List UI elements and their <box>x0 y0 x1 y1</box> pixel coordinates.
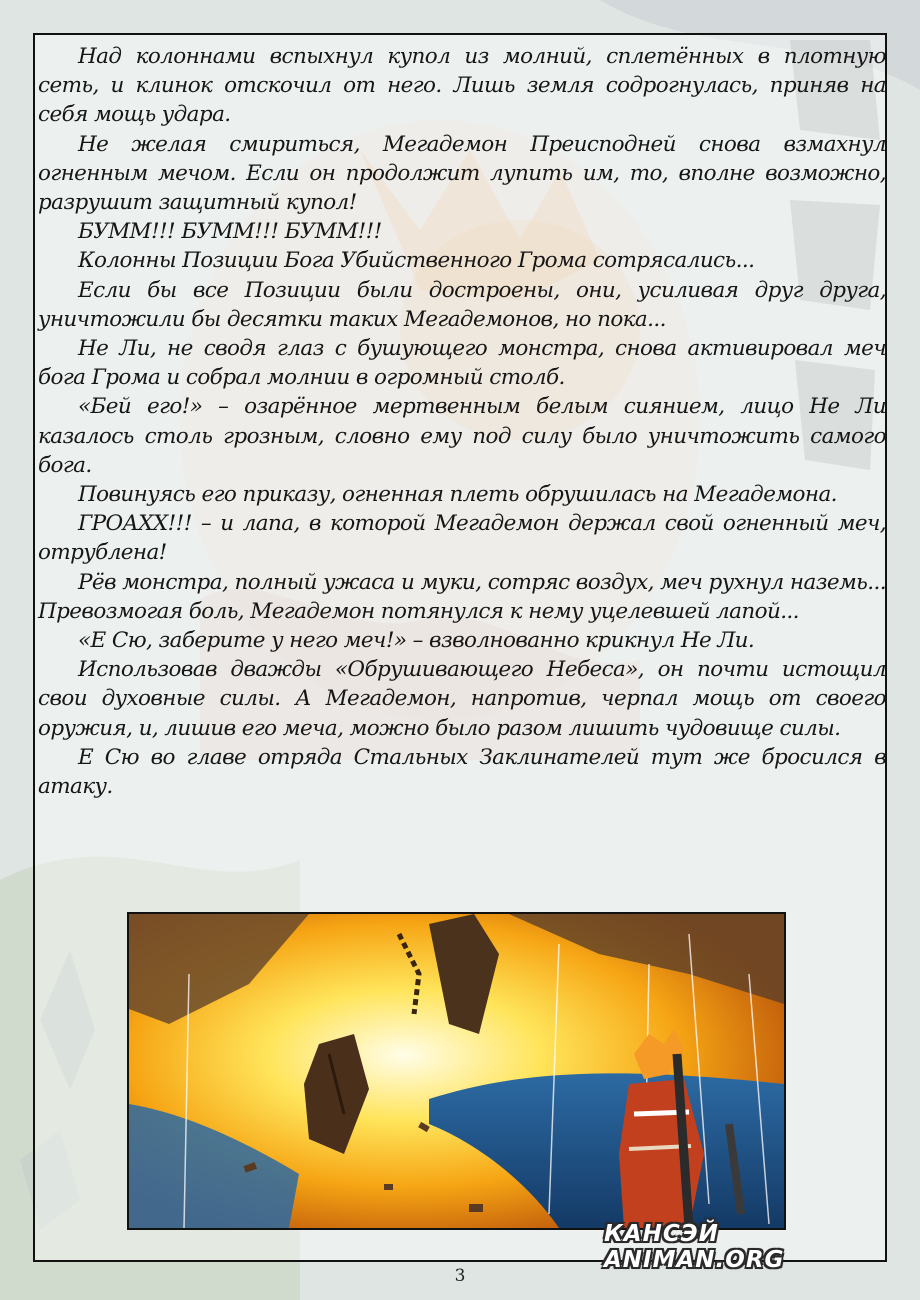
page-number: 3 <box>454 1266 466 1286</box>
paragraph: Е Сю во главе отряда Стальных Заклинателей тут же бросился в атаку. <box>38 744 886 800</box>
paragraph: Рёв монстра, полный ужаса и муки, сотряс воздух, меч рухнул наземь... Превозмогая боль, Мегадемон потянулся к нему уцелевшей лапой... <box>38 569 886 624</box>
paragraph: ГРОАХХ!!! – и лапа, в которой Мегадемон держал свой огненный меч, отрублена! <box>38 511 886 566</box>
paragraph: Использовав дважды «Обрушивающего Небеса», он почти истощил свои духовные силы. А Мегадемон, напротив, черпал мощь от своего оружия, и, лишив его меча, можно было разом лишить чудовище силы. <box>38 657 886 741</box>
paragraph: БУММ!!! БУММ!!! БУММ!!! <box>78 219 382 245</box>
credit-label: КАНСЭЙ ANIMAN.ORG <box>604 1221 785 1273</box>
paragraph: Не желая смириться, Мегадемон Преисподней снова взмахнул огненным мечом. Если он продолжит лупить им, то, вполне возможно, разрушит защитный купол! <box>38 131 886 216</box>
comic-illustration <box>127 912 786 1230</box>
paragraph: Не Ли, не сводя глаз с бушующего монстра, снова активировал меч бога Грома и собрал молнии в огромный столб. <box>38 336 886 391</box>
paragraph: «Е Сю, заберите у него меч!» – взволнованно крикнул Не Ли. <box>78 628 755 654</box>
paragraph: Повинуясь его приказу, огненная плеть обрушилась на Мегадемона. <box>78 482 837 508</box>
translator-credit <box>604 1221 884 1273</box>
paragraph: Если бы все Позиции были достроены, они, усиливая друг друга, уничтожили бы десятки таких Мегадемонов, но пока... <box>38 277 886 332</box>
paragraph: «Бей его!» – озарённое мертвенным белым сиянием, лицо Не Ли казалось столь грозным, словно ему под силу было уничтожить самого бога. <box>38 394 886 478</box>
paragraph: Над колоннами вспыхнул купол из молний, сплетённых в плотную сеть, и клинок отскочил от него. Лишь земля содрогнулась, приняв на себя мощь удара. <box>38 44 886 128</box>
story-text <box>38 42 886 801</box>
paragraph: Колонны Позиции Бога Убийственного Грома сотрясались... <box>78 248 755 274</box>
